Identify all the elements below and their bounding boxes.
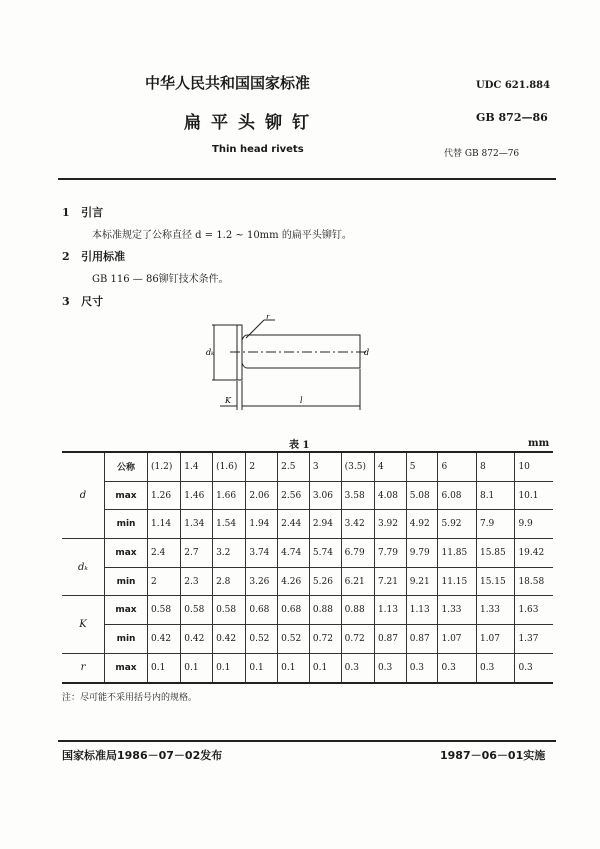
value-cell: 3.06 xyxy=(309,481,341,510)
value-cell: 1.4 xyxy=(181,452,213,481)
value-cell: 0.42 xyxy=(148,625,181,654)
value-cell: 2.8 xyxy=(213,567,246,596)
value-cell: 0.42 xyxy=(181,625,213,654)
value-cell: 1.37 xyxy=(515,625,553,654)
section-1: 1 引言 xyxy=(62,206,104,219)
value-cell: 1.33 xyxy=(438,596,476,625)
value-cell: 4.74 xyxy=(278,539,310,568)
value-cell: 0.58 xyxy=(148,596,181,625)
value-cell: 0.58 xyxy=(181,596,213,625)
value-cell: 3.42 xyxy=(341,510,374,539)
value-cell: 3.58 xyxy=(341,481,374,510)
value-cell: 0.68 xyxy=(246,596,278,625)
value-cell: 18.58 xyxy=(515,567,553,596)
value-cell: 1.63 xyxy=(515,596,553,625)
org-title: 中华人民共和国国家标准 xyxy=(145,74,311,92)
value-cell: 0.1 xyxy=(213,653,246,682)
svg-text:d: d xyxy=(364,348,370,357)
udc-code: UDC 621.884 xyxy=(476,80,551,91)
subheader-cell: max xyxy=(105,653,148,682)
value-cell: 0.58 xyxy=(213,596,246,625)
value-cell: 2.7 xyxy=(181,539,213,568)
value-cell: 9.79 xyxy=(406,539,438,568)
table-row xyxy=(62,596,553,625)
value-cell: 6.79 xyxy=(341,539,374,568)
value-cell: 0.3 xyxy=(406,653,438,682)
value-cell: 7.21 xyxy=(374,567,406,596)
value-cell: 3.74 xyxy=(246,539,278,568)
value-cell: 0.3 xyxy=(515,653,553,682)
subheader-cell: max xyxy=(105,596,148,625)
value-cell: 1.07 xyxy=(438,625,476,654)
value-cell: 2.3 xyxy=(181,567,213,596)
value-cell: 0.1 xyxy=(246,653,278,682)
value-cell: 15.85 xyxy=(476,539,514,568)
value-cell: 0.52 xyxy=(278,625,310,654)
section-3: 3 尺寸 xyxy=(62,295,104,308)
value-cell: 1.07 xyxy=(476,625,514,654)
value-cell: 10.1 xyxy=(515,481,553,510)
value-cell: 3.26 xyxy=(246,567,278,596)
value-cell: 2.94 xyxy=(309,510,341,539)
section-2-body: GB 116 — 86铆钉技术条件。 xyxy=(92,274,229,285)
section-1-body: 本标准规定了公称直径 d = 1.2 ~ 10mm 的扁平头铆钉。 xyxy=(92,230,352,241)
table-row xyxy=(62,481,553,510)
value-cell: 8.1 xyxy=(476,481,514,510)
svg-text:l: l xyxy=(300,396,303,405)
dimensions-table xyxy=(62,451,553,684)
value-cell: 2.5 xyxy=(278,452,310,481)
subheader-cell: min xyxy=(105,625,148,654)
value-cell: 0.3 xyxy=(438,653,476,682)
value-cell: 0.3 xyxy=(341,653,374,682)
value-cell: 0.87 xyxy=(406,625,438,654)
value-cell: (1.6) xyxy=(213,452,246,481)
value-cell: 1.26 xyxy=(148,481,181,510)
english-title: Thin head rivets xyxy=(212,144,304,155)
value-cell: 0.52 xyxy=(246,625,278,654)
value-cell: 2.56 xyxy=(278,481,310,510)
value-cell: 0.1 xyxy=(278,653,310,682)
value-cell: 0.88 xyxy=(341,596,374,625)
effective-date: 1987－06－01实施 xyxy=(440,749,546,762)
svg-text:K: K xyxy=(225,396,231,405)
value-cell: 1.34 xyxy=(181,510,213,539)
svg-text:dₖ: dₖ xyxy=(206,348,215,357)
value-cell: 11.15 xyxy=(438,567,476,596)
value-cell: 6.21 xyxy=(341,567,374,596)
value-cell: 4 xyxy=(374,452,406,481)
table-row xyxy=(62,653,553,682)
value-cell: 0.1 xyxy=(309,653,341,682)
value-cell: 9.21 xyxy=(406,567,438,596)
value-cell: 0.42 xyxy=(213,625,246,654)
value-cell: 11.85 xyxy=(438,539,476,568)
param-cell: K xyxy=(62,596,105,653)
table-caption: 表 1 xyxy=(289,440,310,451)
value-cell: 4.92 xyxy=(406,510,438,539)
param-cell: r xyxy=(62,653,105,682)
value-cell: 0.72 xyxy=(309,625,341,654)
value-cell: 4.26 xyxy=(278,567,310,596)
value-cell: 2 xyxy=(246,452,278,481)
section-2: 2 引用标准 xyxy=(62,250,126,263)
subheader-cell: max xyxy=(105,539,148,568)
value-cell: 8 xyxy=(476,452,514,481)
value-cell: 1.13 xyxy=(406,596,438,625)
table-row xyxy=(62,510,553,539)
value-cell: 1.46 xyxy=(181,481,213,510)
value-cell: 2 xyxy=(148,567,181,596)
value-cell: 6 xyxy=(438,452,476,481)
value-cell: 0.87 xyxy=(374,625,406,654)
replaces-note: 代替 GB 872—76 xyxy=(444,149,520,159)
param-cell: d xyxy=(62,452,105,539)
subheader-cell: 公称 xyxy=(105,452,148,481)
subheader-cell: max xyxy=(105,481,148,510)
issue-date: 国家标准局1986－07－02发布 xyxy=(62,749,223,762)
value-cell: 1.94 xyxy=(246,510,278,539)
table-row xyxy=(62,452,553,481)
value-cell: 5.74 xyxy=(309,539,341,568)
value-cell: 0.1 xyxy=(148,653,181,682)
value-cell: 3 xyxy=(309,452,341,481)
value-cell: 3.92 xyxy=(374,510,406,539)
value-cell: 5.08 xyxy=(406,481,438,510)
value-cell: 1.14 xyxy=(148,510,181,539)
value-cell: 2.4 xyxy=(148,539,181,568)
value-cell: 5 xyxy=(406,452,438,481)
value-cell: 15.15 xyxy=(476,567,514,596)
value-cell: 9.9 xyxy=(515,510,553,539)
table-row xyxy=(62,625,553,654)
value-cell: 5.26 xyxy=(309,567,341,596)
value-cell: 0.88 xyxy=(309,596,341,625)
subheader-cell: min xyxy=(105,510,148,539)
value-cell: 5.92 xyxy=(438,510,476,539)
value-cell: 0.3 xyxy=(476,653,514,682)
value-cell: (1.2) xyxy=(148,452,181,481)
svg-text:r: r xyxy=(266,315,270,321)
table-unit: mm xyxy=(528,438,550,449)
param-cell: dₖ xyxy=(62,539,105,596)
value-cell: 1.13 xyxy=(374,596,406,625)
standard-number: GB 872—86 xyxy=(476,111,548,124)
value-cell: 1.66 xyxy=(213,481,246,510)
value-cell: 0.1 xyxy=(181,653,213,682)
doc-title: 扁平头铆钉 xyxy=(184,113,319,133)
rivet-drawing xyxy=(200,315,380,415)
header-rule xyxy=(58,178,556,180)
value-cell: (3.5) xyxy=(341,452,374,481)
value-cell: 0.72 xyxy=(341,625,374,654)
value-cell: 0.68 xyxy=(278,596,310,625)
table-note: 注：尽可能不采用括号内的规格。 xyxy=(62,693,198,703)
value-cell: 7.79 xyxy=(374,539,406,568)
value-cell: 7.9 xyxy=(476,510,514,539)
value-cell: 19.42 xyxy=(515,539,553,568)
subheader-cell: min xyxy=(105,567,148,596)
value-cell: 10 xyxy=(515,452,553,481)
value-cell: 0.3 xyxy=(374,653,406,682)
value-cell: 2.06 xyxy=(246,481,278,510)
value-cell: 2.44 xyxy=(278,510,310,539)
footer-rule xyxy=(58,740,556,742)
value-cell: 4.08 xyxy=(374,481,406,510)
value-cell: 1.33 xyxy=(476,596,514,625)
table-row xyxy=(62,567,553,596)
table-row xyxy=(62,539,553,568)
value-cell: 1.54 xyxy=(213,510,246,539)
value-cell: 6.08 xyxy=(438,481,476,510)
value-cell: 3.2 xyxy=(213,539,246,568)
